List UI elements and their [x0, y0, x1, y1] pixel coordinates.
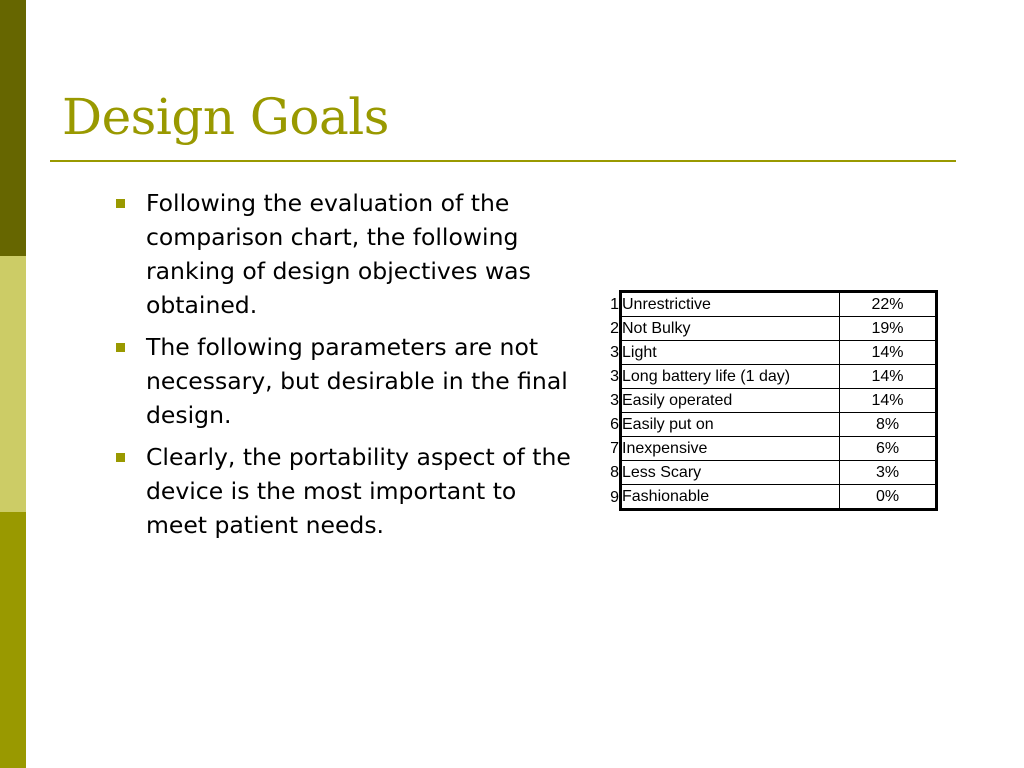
bullet-item: [112, 186, 572, 322]
rank-cell: 8: [610, 464, 619, 481]
rank-cell: 1: [610, 295, 619, 313]
rank-cell: 2: [610, 320, 619, 337]
rank-cell: 9: [610, 488, 619, 506]
objective-cell: Inexpensive: [621, 437, 840, 461]
objective-cell: Light: [621, 341, 840, 365]
title-underline-rule: [50, 160, 956, 162]
percent-cell: 14%: [840, 389, 937, 413]
percent-cell: 8%: [840, 413, 937, 437]
ranking-table-container: [597, 290, 938, 511]
percent-cell: 3%: [840, 461, 937, 485]
bullet-item: [112, 440, 572, 542]
square-bullet-icon: [116, 343, 125, 352]
table-row: [597, 437, 937, 461]
objective-cell: Not Bulky: [621, 317, 840, 341]
side-bar-segment-middle: [0, 256, 26, 512]
rank-cell: 3: [610, 368, 619, 385]
objective-cell: Easily operated: [621, 389, 840, 413]
bullet-item: [112, 330, 572, 432]
rank-cell: 7: [610, 440, 619, 457]
percent-cell: 19%: [840, 317, 937, 341]
percent-cell: 14%: [840, 341, 937, 365]
objective-cell: Easily put on: [621, 413, 840, 437]
objective-cell: Fashionable: [621, 485, 840, 510]
square-bullet-icon: [116, 453, 125, 462]
table-row: [597, 389, 937, 413]
slide-side-bar: [0, 0, 26, 768]
bullet-text: Clearly, the portability aspect of the device is the most important to meet patient needs.: [146, 443, 571, 539]
bullet-text: The following parameters are not necessary, but desirable in the final design.: [146, 333, 568, 429]
slide-title: Design Goals: [62, 88, 389, 146]
table-row: [597, 413, 937, 437]
objective-cell: Unrestrictive: [621, 292, 840, 317]
side-bar-segment-top: [0, 0, 26, 256]
objective-cell: Less Scary: [621, 461, 840, 485]
side-bar-segment-bottom: [0, 512, 26, 768]
table-row: [597, 292, 937, 317]
ranking-table: [597, 290, 938, 511]
table-row: [597, 317, 937, 341]
table-row: [597, 485, 937, 510]
bullet-list: [112, 186, 572, 550]
table-row: [597, 365, 937, 389]
table-row: [597, 341, 937, 365]
percent-cell: 0%: [840, 485, 937, 510]
bullet-text: Following the evaluation of the comparison chart, the following ranking of design objectives was obtained.: [146, 189, 531, 319]
table-row: [597, 461, 937, 485]
percent-cell: 14%: [840, 365, 937, 389]
square-bullet-icon: [116, 199, 125, 208]
rank-cell: 3: [610, 392, 619, 409]
rank-cell: 6: [610, 416, 619, 433]
percent-cell: 22%: [840, 292, 937, 317]
rank-cell: 3: [610, 344, 619, 361]
percent-cell: 6%: [840, 437, 937, 461]
objective-cell: Long battery life (1 day): [621, 365, 840, 389]
